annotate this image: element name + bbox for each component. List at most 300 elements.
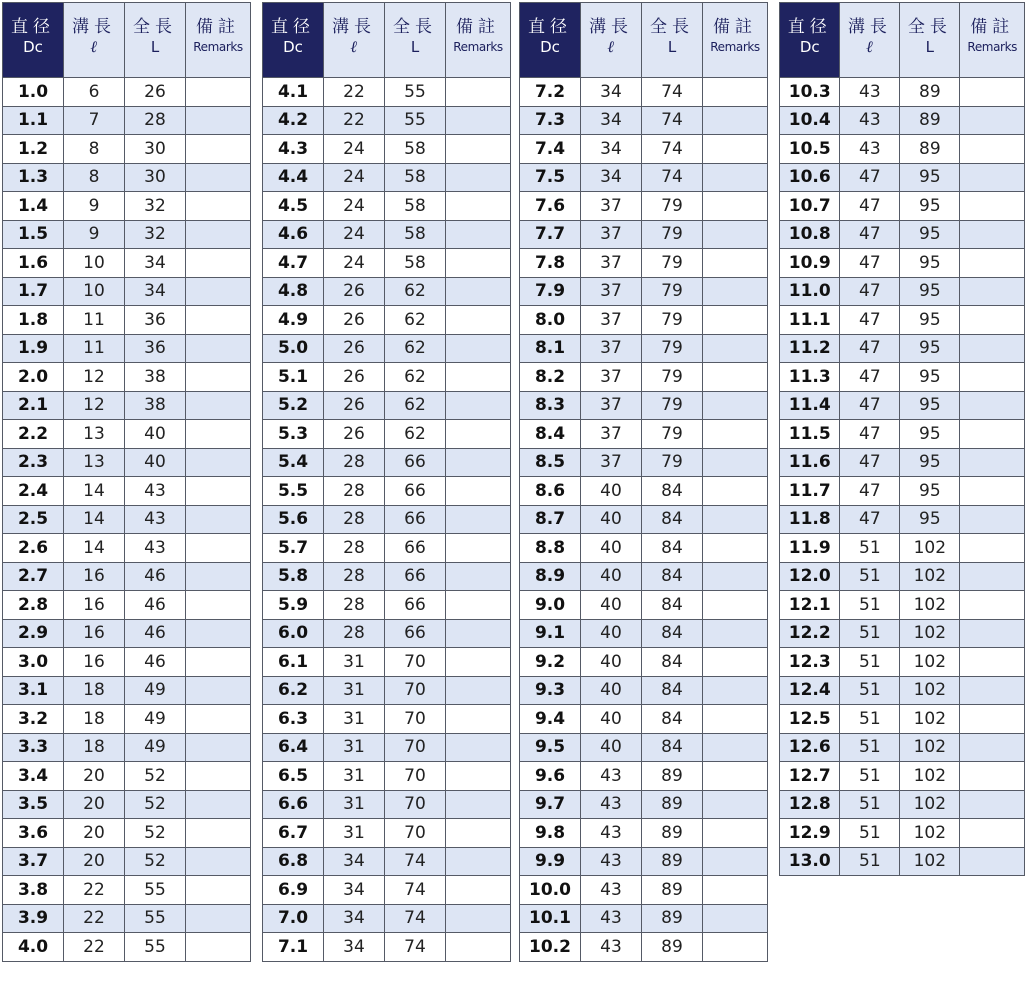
remarks-header-ja: 備註 bbox=[196, 17, 240, 37]
remarks-cell bbox=[446, 904, 511, 933]
diameter-cell: 12.8 bbox=[780, 790, 840, 819]
remarks-cell bbox=[960, 334, 1025, 363]
diameter-cell: 3.4 bbox=[3, 762, 64, 791]
table-row bbox=[780, 306, 1025, 335]
diameter-cell: 2.3 bbox=[3, 448, 64, 477]
diameter-cell: 9.5 bbox=[520, 733, 581, 762]
overall-length-cell: 74 bbox=[385, 876, 446, 905]
table-row bbox=[780, 676, 1025, 705]
overall-length-cell: 84 bbox=[642, 733, 703, 762]
table-row bbox=[3, 562, 251, 591]
flute-length-cell: 14 bbox=[64, 505, 125, 534]
remarks-cell bbox=[446, 648, 511, 677]
flute-length-cell: 26 bbox=[324, 334, 385, 363]
remarks-cell bbox=[703, 619, 768, 648]
remarks-cell bbox=[186, 277, 251, 306]
table-row bbox=[520, 591, 768, 620]
overall-length-cell: 89 bbox=[900, 135, 960, 164]
flute-length-cell: 37 bbox=[581, 420, 642, 449]
remarks-cell bbox=[703, 420, 768, 449]
flute-length-cell: 16 bbox=[64, 562, 125, 591]
flute-length-cell: 26 bbox=[324, 277, 385, 306]
table-row bbox=[3, 790, 251, 819]
flute-length-cell: 34 bbox=[581, 78, 642, 107]
remarks-cell bbox=[186, 562, 251, 591]
remarks-cell bbox=[960, 106, 1025, 135]
remarks-cell bbox=[703, 277, 768, 306]
diameter-cell: 6.2 bbox=[263, 676, 324, 705]
overall-length-cell: 95 bbox=[900, 505, 960, 534]
diameter-cell: 1.9 bbox=[3, 334, 64, 363]
diameter-cell: 11.9 bbox=[780, 534, 840, 563]
diameter-cell: 7.7 bbox=[520, 220, 581, 249]
table-row bbox=[263, 591, 511, 620]
remarks-cell bbox=[446, 448, 511, 477]
overall-length-cell: 102 bbox=[900, 819, 960, 848]
diameter-cell: 11.1 bbox=[780, 306, 840, 335]
table-row bbox=[263, 420, 511, 449]
flute-length-cell: 37 bbox=[581, 306, 642, 335]
diameter-cell: 8.7 bbox=[520, 505, 581, 534]
remarks-header bbox=[446, 3, 511, 78]
table-row bbox=[263, 619, 511, 648]
remarks-cell bbox=[703, 363, 768, 392]
diameter-cell: 11.3 bbox=[780, 363, 840, 392]
table-row bbox=[3, 819, 251, 848]
dia-header-en: Dc bbox=[23, 38, 43, 56]
overall-length-cell: 89 bbox=[642, 904, 703, 933]
flute-length-cell: 43 bbox=[840, 78, 900, 107]
flute-length-cell: 34 bbox=[581, 135, 642, 164]
overall-length-cell: 79 bbox=[642, 249, 703, 278]
remarks-cell bbox=[446, 933, 511, 962]
remarks-cell bbox=[186, 790, 251, 819]
overall-length-cell: 70 bbox=[385, 790, 446, 819]
diameter-cell: 12.1 bbox=[780, 591, 840, 620]
overall-length-cell: 46 bbox=[125, 562, 186, 591]
remarks-cell bbox=[446, 192, 511, 221]
diameter-cell: 6.8 bbox=[263, 847, 324, 876]
diameter-cell: 8.9 bbox=[520, 562, 581, 591]
remarks-cell bbox=[186, 904, 251, 933]
table-row bbox=[520, 876, 768, 905]
overall-length-cell: 102 bbox=[900, 562, 960, 591]
remarks-cell bbox=[186, 106, 251, 135]
table-row bbox=[780, 591, 1025, 620]
table-row bbox=[520, 648, 768, 677]
dia-header bbox=[263, 3, 324, 78]
diameter-cell: 12.6 bbox=[780, 733, 840, 762]
overall-length-cell: 102 bbox=[900, 591, 960, 620]
flute-header-en: ℓ bbox=[350, 37, 358, 56]
flute-length-cell: 47 bbox=[840, 163, 900, 192]
remarks-cell bbox=[703, 648, 768, 677]
flute-length-cell: 28 bbox=[324, 477, 385, 506]
table-row bbox=[3, 534, 251, 563]
diameter-cell: 10.0 bbox=[520, 876, 581, 905]
overall-length-cell: 62 bbox=[385, 391, 446, 420]
flute-length-cell: 40 bbox=[581, 676, 642, 705]
table-row bbox=[3, 363, 251, 392]
table-row bbox=[3, 676, 251, 705]
table-row bbox=[520, 420, 768, 449]
table-row bbox=[3, 876, 251, 905]
dia-header-ja: 直径 bbox=[528, 17, 572, 37]
flute-length-cell: 9 bbox=[64, 220, 125, 249]
remarks-cell bbox=[703, 220, 768, 249]
flute-length-cell: 7 bbox=[64, 106, 125, 135]
remarks-cell bbox=[960, 391, 1025, 420]
table-row bbox=[263, 135, 511, 164]
diameter-cell: 2.5 bbox=[3, 505, 64, 534]
flute-length-cell: 43 bbox=[581, 819, 642, 848]
overall-length-cell: 58 bbox=[385, 220, 446, 249]
table-row bbox=[263, 192, 511, 221]
table-row bbox=[263, 363, 511, 392]
flute-length-cell: 43 bbox=[840, 106, 900, 135]
overall-length-cell: 55 bbox=[125, 933, 186, 962]
diameter-cell: 8.6 bbox=[520, 477, 581, 506]
overall-length-cell: 89 bbox=[642, 762, 703, 791]
overall-length-cell: 95 bbox=[900, 249, 960, 278]
overall-length-cell: 95 bbox=[900, 477, 960, 506]
remarks-cell bbox=[446, 619, 511, 648]
flute-length-cell: 43 bbox=[581, 790, 642, 819]
remarks-cell bbox=[186, 505, 251, 534]
diameter-cell: 5.2 bbox=[263, 391, 324, 420]
table-row bbox=[3, 420, 251, 449]
table-row bbox=[3, 163, 251, 192]
flute-length-cell: 26 bbox=[324, 306, 385, 335]
diameter-cell: 3.3 bbox=[3, 733, 64, 762]
flute-length-cell: 16 bbox=[64, 648, 125, 677]
spec-table-2 bbox=[262, 2, 511, 962]
remarks-cell bbox=[960, 705, 1025, 734]
diameter-cell: 2.8 bbox=[3, 591, 64, 620]
diameter-cell: 1.3 bbox=[3, 163, 64, 192]
flute-header-en: ℓ bbox=[607, 37, 615, 56]
diameter-cell: 6.5 bbox=[263, 762, 324, 791]
flute-length-cell: 28 bbox=[324, 534, 385, 563]
remarks-cell bbox=[186, 876, 251, 905]
overall-length-cell: 74 bbox=[642, 78, 703, 107]
remarks-cell bbox=[186, 619, 251, 648]
remarks-cell bbox=[703, 163, 768, 192]
table-row bbox=[263, 648, 511, 677]
flute-length-cell: 18 bbox=[64, 733, 125, 762]
overall-length-cell: 30 bbox=[125, 135, 186, 164]
flute-length-cell: 28 bbox=[324, 591, 385, 620]
overall-length-cell: 70 bbox=[385, 648, 446, 677]
remarks-cell bbox=[960, 448, 1025, 477]
dia-header-en: Dc bbox=[799, 38, 820, 56]
diameter-cell: 5.6 bbox=[263, 505, 324, 534]
remarks-cell bbox=[446, 676, 511, 705]
flute-length-cell: 47 bbox=[840, 249, 900, 278]
table-row bbox=[520, 391, 768, 420]
overall-length-cell: 43 bbox=[125, 477, 186, 506]
overall-length-cell: 102 bbox=[900, 762, 960, 791]
table-row bbox=[3, 334, 251, 363]
overall-length-cell: 84 bbox=[642, 562, 703, 591]
table-row bbox=[520, 135, 768, 164]
overall-length-cell: 66 bbox=[385, 591, 446, 620]
diameter-cell: 9.1 bbox=[520, 619, 581, 648]
table-row bbox=[263, 334, 511, 363]
overall-length-cell: 84 bbox=[642, 676, 703, 705]
table-row bbox=[780, 790, 1025, 819]
remarks-cell bbox=[446, 334, 511, 363]
diameter-cell: 9.6 bbox=[520, 762, 581, 791]
diameter-cell: 5.5 bbox=[263, 477, 324, 506]
remarks-cell bbox=[960, 163, 1025, 192]
remarks-cell bbox=[186, 363, 251, 392]
remarks-cell bbox=[960, 790, 1025, 819]
overall-length-cell: 66 bbox=[385, 562, 446, 591]
diameter-cell: 1.2 bbox=[3, 135, 64, 164]
overall-length-cell: 89 bbox=[642, 847, 703, 876]
overall-header-en: L bbox=[667, 38, 677, 56]
remarks-cell bbox=[186, 448, 251, 477]
remarks-cell bbox=[186, 733, 251, 762]
overall-header-en: L bbox=[150, 38, 160, 56]
flute-length-cell: 37 bbox=[581, 249, 642, 278]
flute-length-cell: 24 bbox=[324, 135, 385, 164]
remarks-cell bbox=[960, 477, 1025, 506]
table-row bbox=[263, 762, 511, 791]
flute-length-cell: 47 bbox=[840, 192, 900, 221]
flute-length-cell: 43 bbox=[581, 762, 642, 791]
diameter-cell: 4.6 bbox=[263, 220, 324, 249]
table-row bbox=[263, 477, 511, 506]
overall-length-cell: 84 bbox=[642, 534, 703, 563]
table-row bbox=[520, 790, 768, 819]
flute-length-cell: 18 bbox=[64, 676, 125, 705]
flute-length-cell: 28 bbox=[324, 619, 385, 648]
table-row bbox=[520, 904, 768, 933]
overall-length-cell: 66 bbox=[385, 619, 446, 648]
flute-length-cell: 22 bbox=[324, 78, 385, 107]
overall-length-cell: 70 bbox=[385, 762, 446, 791]
diameter-cell: 4.3 bbox=[263, 135, 324, 164]
diameter-cell: 3.2 bbox=[3, 705, 64, 734]
remarks-cell bbox=[960, 562, 1025, 591]
table-row bbox=[780, 78, 1025, 107]
overall-header-ja: 全長 bbox=[907, 17, 952, 37]
overall-length-cell: 28 bbox=[125, 106, 186, 135]
diameter-cell: 7.1 bbox=[263, 933, 324, 962]
flute-length-cell: 47 bbox=[840, 334, 900, 363]
remarks-cell bbox=[960, 591, 1025, 620]
table-row bbox=[780, 619, 1025, 648]
flute-length-cell: 40 bbox=[581, 705, 642, 734]
diameter-cell: 4.5 bbox=[263, 192, 324, 221]
diameter-cell: 1.7 bbox=[3, 277, 64, 306]
dia-header-ja: 直径 bbox=[11, 17, 55, 37]
overall-length-cell: 40 bbox=[125, 448, 186, 477]
overall-length-cell: 102 bbox=[900, 676, 960, 705]
table-row bbox=[520, 249, 768, 278]
flute-length-cell: 37 bbox=[581, 448, 642, 477]
flute-length-cell: 26 bbox=[324, 363, 385, 392]
diameter-cell: 10.9 bbox=[780, 249, 840, 278]
remarks-cell bbox=[446, 163, 511, 192]
remarks-cell bbox=[446, 705, 511, 734]
overall-header-en: L bbox=[410, 38, 420, 56]
remarks-cell bbox=[703, 762, 768, 791]
table-row bbox=[520, 220, 768, 249]
diameter-cell: 10.7 bbox=[780, 192, 840, 221]
overall-header-ja: 全長 bbox=[133, 17, 177, 37]
table-row bbox=[520, 733, 768, 762]
spec-table-1 bbox=[2, 2, 251, 962]
remarks-cell bbox=[960, 220, 1025, 249]
table-row bbox=[780, 391, 1025, 420]
remarks-cell bbox=[960, 363, 1025, 392]
diameter-cell: 12.7 bbox=[780, 762, 840, 791]
flute-length-cell: 22 bbox=[64, 933, 125, 962]
flute-header bbox=[64, 3, 125, 78]
flute-length-cell: 14 bbox=[64, 477, 125, 506]
dia-header bbox=[3, 3, 64, 78]
diameter-cell: 12.0 bbox=[780, 562, 840, 591]
table-row bbox=[780, 363, 1025, 392]
diameter-cell: 5.4 bbox=[263, 448, 324, 477]
table-row bbox=[780, 505, 1025, 534]
flute-length-cell: 34 bbox=[581, 106, 642, 135]
diameter-cell: 12.2 bbox=[780, 619, 840, 648]
overall-length-cell: 52 bbox=[125, 790, 186, 819]
remarks-cell bbox=[703, 306, 768, 335]
overall-length-cell: 74 bbox=[385, 933, 446, 962]
remarks-cell bbox=[186, 249, 251, 278]
flute-length-cell: 51 bbox=[840, 648, 900, 677]
diameter-cell: 3.5 bbox=[3, 790, 64, 819]
diameter-cell: 7.3 bbox=[520, 106, 581, 135]
diameter-cell: 9.9 bbox=[520, 847, 581, 876]
table-row bbox=[3, 477, 251, 506]
flute-length-cell: 31 bbox=[324, 790, 385, 819]
flute-length-cell: 11 bbox=[64, 306, 125, 335]
overall-length-cell: 49 bbox=[125, 705, 186, 734]
table-row bbox=[263, 306, 511, 335]
flute-length-cell: 31 bbox=[324, 705, 385, 734]
table-row bbox=[263, 733, 511, 762]
overall-length-cell: 38 bbox=[125, 391, 186, 420]
table-row bbox=[263, 78, 511, 107]
table-row bbox=[520, 277, 768, 306]
table-row bbox=[780, 192, 1025, 221]
table-row bbox=[3, 448, 251, 477]
remarks-cell bbox=[960, 192, 1025, 221]
remarks-header-ja: 備註 bbox=[456, 17, 500, 37]
table-row bbox=[780, 733, 1025, 762]
diameter-cell: 2.0 bbox=[3, 363, 64, 392]
diameter-cell: 6.0 bbox=[263, 619, 324, 648]
overall-length-cell: 52 bbox=[125, 847, 186, 876]
table-row bbox=[3, 619, 251, 648]
table-row bbox=[780, 448, 1025, 477]
overall-length-cell: 74 bbox=[385, 847, 446, 876]
header-row bbox=[520, 3, 768, 78]
diameter-cell: 3.8 bbox=[3, 876, 64, 905]
table-row bbox=[520, 78, 768, 107]
diameter-cell: 10.5 bbox=[780, 135, 840, 164]
overall-length-cell: 95 bbox=[900, 334, 960, 363]
flute-length-cell: 26 bbox=[324, 420, 385, 449]
flute-length-cell: 43 bbox=[840, 135, 900, 164]
flute-length-cell: 24 bbox=[324, 220, 385, 249]
remarks-header-ja: 備註 bbox=[713, 17, 757, 37]
table-row bbox=[3, 904, 251, 933]
diameter-cell: 6.9 bbox=[263, 876, 324, 905]
overall-length-cell: 102 bbox=[900, 790, 960, 819]
remarks-cell bbox=[186, 705, 251, 734]
overall-length-cell: 95 bbox=[900, 163, 960, 192]
remarks-cell bbox=[960, 78, 1025, 107]
flute-length-cell: 34 bbox=[581, 163, 642, 192]
table-row bbox=[520, 306, 768, 335]
overall-length-cell: 74 bbox=[385, 904, 446, 933]
remarks-cell bbox=[703, 819, 768, 848]
table-row bbox=[3, 306, 251, 335]
diameter-cell: 8.0 bbox=[520, 306, 581, 335]
diameter-cell: 1.8 bbox=[3, 306, 64, 335]
overall-length-cell: 62 bbox=[385, 277, 446, 306]
overall-length-cell: 66 bbox=[385, 477, 446, 506]
header-row bbox=[780, 3, 1025, 78]
remarks-cell bbox=[186, 534, 251, 563]
overall-length-cell: 49 bbox=[125, 676, 186, 705]
flute-length-cell: 24 bbox=[324, 249, 385, 278]
overall-length-cell: 62 bbox=[385, 306, 446, 335]
flute-length-cell: 20 bbox=[64, 790, 125, 819]
remarks-header-en: Remarks bbox=[453, 40, 503, 54]
overall-length-cell: 49 bbox=[125, 733, 186, 762]
flute-header-ja: 溝長 bbox=[847, 17, 892, 37]
overall-length-cell: 70 bbox=[385, 819, 446, 848]
remarks-cell bbox=[186, 591, 251, 620]
flute-length-cell: 26 bbox=[324, 391, 385, 420]
table-row bbox=[520, 933, 768, 962]
flute-header bbox=[581, 3, 642, 78]
spec-table-3 bbox=[519, 2, 768, 962]
table-row bbox=[520, 163, 768, 192]
diameter-cell: 11.5 bbox=[780, 420, 840, 449]
remarks-cell bbox=[186, 334, 251, 363]
diameter-cell: 10.1 bbox=[520, 904, 581, 933]
table-row bbox=[3, 192, 251, 221]
diameter-cell: 8.5 bbox=[520, 448, 581, 477]
diameter-cell: 5.8 bbox=[263, 562, 324, 591]
remarks-cell bbox=[960, 306, 1025, 335]
overall-header bbox=[125, 3, 186, 78]
diameter-cell: 10.4 bbox=[780, 106, 840, 135]
remarks-cell bbox=[186, 762, 251, 791]
flute-length-cell: 11 bbox=[64, 334, 125, 363]
diameter-cell: 4.2 bbox=[263, 106, 324, 135]
table-row bbox=[520, 705, 768, 734]
flute-length-cell: 24 bbox=[324, 192, 385, 221]
overall-length-cell: 89 bbox=[642, 933, 703, 962]
table-row bbox=[780, 477, 1025, 506]
overall-length-cell: 36 bbox=[125, 334, 186, 363]
overall-length-cell: 95 bbox=[900, 420, 960, 449]
table-row bbox=[263, 847, 511, 876]
overall-length-cell: 102 bbox=[900, 705, 960, 734]
flute-length-cell: 16 bbox=[64, 619, 125, 648]
table-row bbox=[780, 562, 1025, 591]
